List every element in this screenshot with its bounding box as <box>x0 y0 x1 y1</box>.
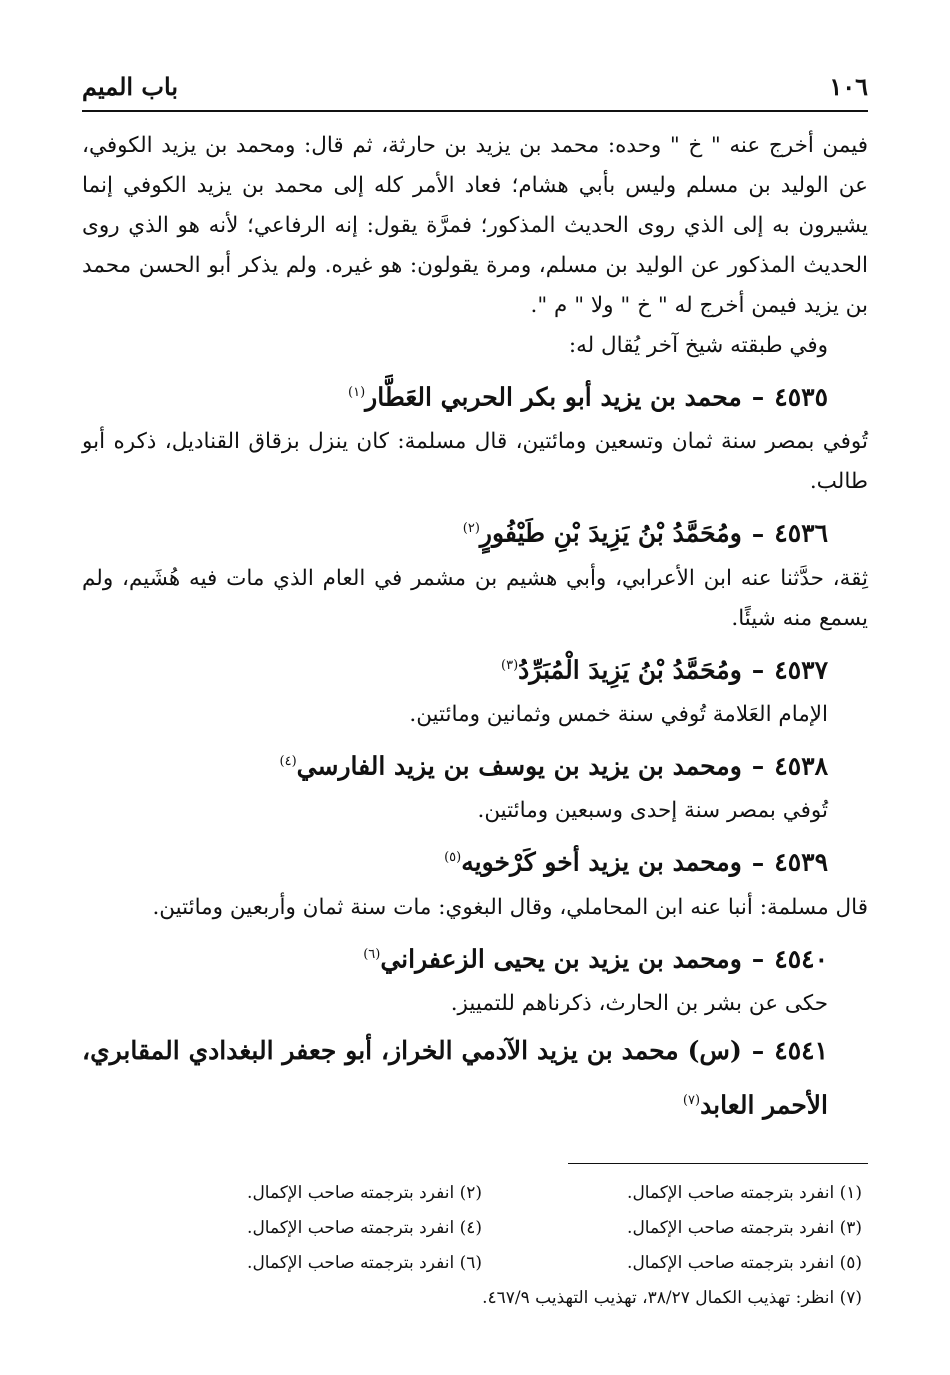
entry-heading <box>82 368 868 422</box>
entry-heading <box>82 930 868 984</box>
entry-number: ٤٥٣٦ <box>774 518 828 548</box>
footnote-6: (٦) انفرد بترجمته صاحب الإكمال. <box>247 1253 482 1273</box>
footnote-7: (٧) انظر: تهذيب الكمال ٣٨/٢٧، تهذيب التهذيب ٤٦٧/٩. <box>482 1288 862 1308</box>
entry-text: تُوفي بمصر سنة إحدى وسبعين ومائتين. <box>477 798 828 824</box>
footnote-row <box>82 1246 862 1281</box>
intro-transition: وفي طبقته شيخ آخر يُقال له: <box>568 333 828 358</box>
entry-dash: – <box>751 382 765 412</box>
footnote-5: (٥) انفرد بترجمته صاحب الإكمال. <box>627 1253 862 1273</box>
footnote-separator <box>568 1163 868 1164</box>
entry-name: محمد بن يزيد أبو بكر الحربي العَطَّار <box>365 382 742 412</box>
page-number: ١٠٦ <box>829 72 868 101</box>
footnote-1: (١) انفرد بترجمته صاحب الإكمال. <box>627 1183 862 1203</box>
footnote-ref: (٦) <box>363 946 381 962</box>
entry-number: ٤٥٣٥ <box>774 382 828 412</box>
entry-dash: – <box>751 751 765 781</box>
entry-dash: – <box>751 943 765 973</box>
page-header <box>82 62 868 112</box>
entry-text: الإمام العَلامة تُوفي سنة خمس وثمانين ومائتين. <box>409 701 828 727</box>
entry-number: ٤٥٤٠ <box>774 943 828 973</box>
entry-name: ومحمد بن يزيد أخو كَرْخويه <box>461 847 742 877</box>
entry-dash: – <box>751 518 765 548</box>
entry-name: ومحمد بن يزيد بن يحيى الزعفراني <box>380 943 742 973</box>
footnote-row <box>82 1281 862 1316</box>
entry-dash: – <box>751 654 765 684</box>
entry-name: ومُحَمَّدُ بْنُ يَزِيدَ الْمُبَرِّدُ <box>518 654 742 684</box>
entry-name: (س) محمد بن يزيد الآدمي الخراز، أبو جعفر البغدادي المقابري، الأحمر العابد <box>82 1035 828 1120</box>
entry-name: ومحمد بن يزيد بن يوسف بن يزيد الفارسي <box>296 751 742 781</box>
footnote-3: (٣) انفرد بترجمته صاحب الإكمال. <box>627 1218 862 1238</box>
footnote-ref: (٣) <box>501 657 519 673</box>
entry-text: ثِقة، حدَّثنا عنه ابن الأعرابي، وأبي هشيم بن مشمر في العام الذي مات فيه هُشَيم، ولم يسمع منه شيئًا. <box>82 565 868 631</box>
footnote-ref: (٧) <box>682 1092 701 1108</box>
entry-text: قال مسلمة: أنبا عنه ابن المحاملي، وقال البغوي: مات سنة ثمان وأربعين ومائتين. <box>152 894 868 920</box>
footnote-ref: (٢) <box>462 521 480 537</box>
entry-heading <box>82 737 868 791</box>
entry-text: تُوفي بمصر سنة ثمان وتسعين ومائتين، قال مسلمة: كان ينزل بزقاق القناديل، ذكره أبو طالب. <box>82 429 868 495</box>
entry-heading <box>82 504 868 558</box>
footnote-4: (٤) انفرد بترجمته صاحب الإكمال. <box>247 1218 482 1238</box>
entry-heading <box>82 641 868 695</box>
entry-number: ٤٥٣٧ <box>774 654 828 684</box>
footnote-2: (٢) انفرد بترجمته صاحب الإكمال. <box>247 1183 482 1203</box>
entry-name: ومُحَمَّدُ بْنُ يَزِيدَ بْنِ طَيْفُورٍ <box>479 518 742 548</box>
entry-number: ٤٥٣٨ <box>774 751 828 781</box>
footnote-ref: (٥) <box>444 850 462 866</box>
entry-dash: – <box>751 847 765 877</box>
footnote-row <box>82 1176 862 1211</box>
entry-heading <box>82 1026 868 1130</box>
footnote-row <box>82 1211 862 1246</box>
entry-heading <box>82 833 868 887</box>
page-body <box>82 126 868 1130</box>
intro-paragraph: فيمن أخرج عنه " خ " وحده: محمد بن يزيد بن حارثة، ثم قال: ومحمد بن يزيد الكوفي، عن الوليد بن مسلم وليس بأبي هشام؛ فعاد الأمر كله إلى محمد بن يزيد الكوفي إنما يشيرون به إلى الذي روى الحديث المذكور؛ فمرَّة يقول: إنه الرفاعي؛ لأنه هو الذي روى الحديث المذكور عن الوليد بن مسلم، ومرة يقولون: هو غيره. ولم يذكر أبو الحسن محمد بن يزيد فيمن أخرج له " خ " ولا " م ". <box>82 133 868 318</box>
chapter-title: باب الميم <box>82 72 179 101</box>
entry-number: ٤٥٣٩ <box>774 847 828 877</box>
footnote-ref: (١) <box>348 385 366 400</box>
entry-number: ٤٥٤١ <box>774 1035 828 1065</box>
entry-text: حكى عن بشر بن الحارث، ذكرناهم للتمييز. <box>450 990 828 1016</box>
footnote-ref: (٤) <box>279 753 297 769</box>
footnotes <box>82 1176 862 1316</box>
entry-dash: – <box>751 1035 765 1065</box>
